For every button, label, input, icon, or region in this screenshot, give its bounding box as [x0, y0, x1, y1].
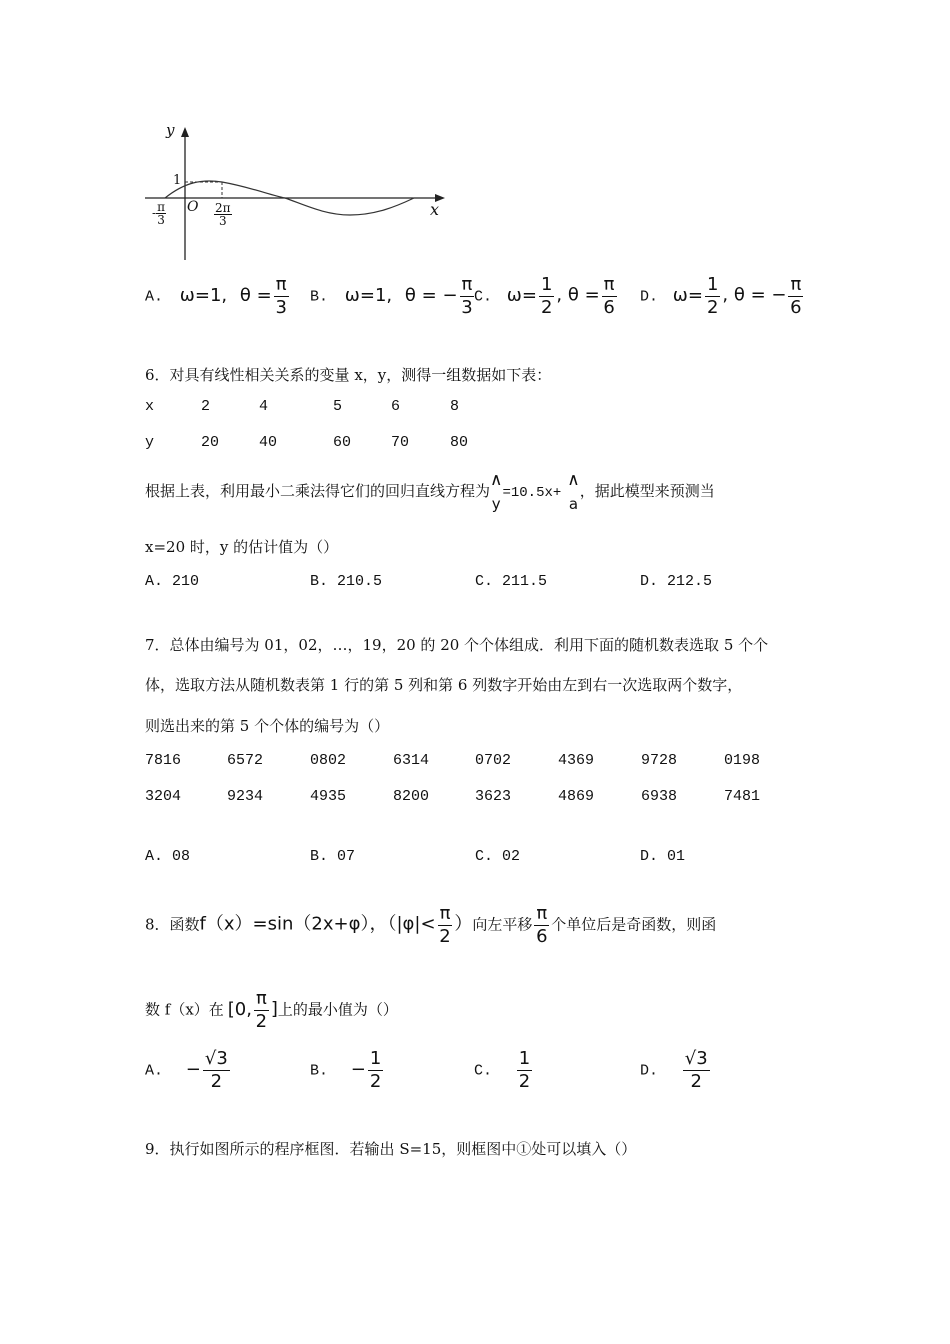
table-cell: 60 [333, 434, 352, 451]
random-number: 4935 [310, 788, 347, 805]
y-axis-arrow [181, 127, 189, 137]
table-cell: 4 [259, 398, 269, 415]
option-b: B. 07 [310, 848, 356, 865]
q8-line1: 8．函数f（x）=sin（2x+φ），（|φ|< $\frac{\pi}{2}$ ）向左平移 $\frac{\pi}{6}$ 个单位后是奇函数，则函 [145, 903, 717, 947]
table-cell: y [145, 434, 155, 451]
q8-option-c: C. $\frac{1}{2}$ [474, 1048, 531, 1092]
q6-line2: x=20 时，y 的估计值为（） [145, 538, 339, 556]
random-number: 6572 [227, 752, 264, 769]
origin-label: O [187, 199, 199, 215]
y-axis-label: y [166, 121, 175, 139]
table-cell: 70 [391, 434, 410, 451]
table-cell: 40 [259, 434, 278, 451]
sine-graph [140, 115, 460, 265]
a-hat: ∧ a [567, 470, 580, 513]
q6-line1: 根据上表，利用最小二乘法得它们的回归直线方程为 ∧ y =10.5x+ ∧ a ，据此模型来预测当 [145, 470, 715, 513]
neg-tick-label: - $\frac{\pi}{3}$ [152, 200, 165, 227]
option-a: A. 08 [145, 848, 191, 865]
option-b: B. 210.5 [310, 573, 383, 590]
option-d: D. 212.5 [640, 573, 713, 590]
random-number: 7816 [145, 752, 182, 769]
q6-stem: 6．对具有线性相关关系的变量 x，y，测得一组数据如下表： [145, 366, 552, 384]
random-number: 6938 [641, 788, 678, 805]
option-d: D. 01 [640, 848, 686, 865]
one-label: 1 [173, 173, 182, 188]
q8-line2: 数 f（x）在 [0, $\frac{\pi}{2}$ ]上的最小值为（） [145, 988, 398, 1032]
random-number: 8200 [393, 788, 430, 805]
y-hat: ∧ y [490, 470, 503, 513]
random-number: 4369 [558, 752, 595, 769]
q5-option-b: B. ω=1, θ = − $\frac{\pi}{3}$ [310, 274, 473, 318]
q9-stem: 9．执行如图所示的程序框图．若输出 S=15，则框图中①处可以填入（） [145, 1140, 637, 1158]
table-cell: 5 [333, 398, 343, 415]
random-number: 0802 [310, 752, 347, 769]
random-number: 9234 [227, 788, 264, 805]
q8-option-a: A. − $\frac{√3}{2}$ [145, 1048, 228, 1092]
pos-tick-label: $\frac{2\pi}{3}$ [215, 201, 231, 228]
table-cell: 8 [450, 398, 460, 415]
table-cell: 2 [201, 398, 211, 415]
q8-option-d: D. $\frac{√3}{2}$ [640, 1048, 708, 1092]
table-cell: 6 [391, 398, 401, 415]
q7-line2: 体，选取方法从随机数表第 1 行的第 5 列和第 6 列数字开始由左到右一次选取两个数字， [145, 676, 743, 694]
random-number: 3204 [145, 788, 182, 805]
q5-option-d: D. ω= $\frac{1}{2}$ , θ = − $\frac{\pi}{6}$ [640, 274, 802, 318]
x-axis-label: x [430, 200, 440, 219]
option-a: A. 210 [145, 573, 200, 590]
random-number: 3623 [475, 788, 512, 805]
table-cell: 80 [450, 434, 469, 451]
random-number: 0198 [724, 752, 761, 769]
q7-line3: 则选出来的第 5 个个体的编号为（） [145, 717, 390, 735]
random-number: 4869 [558, 788, 595, 805]
table-cell: 20 [201, 434, 220, 451]
option-c: C. 211.5 [475, 573, 548, 590]
random-number: 7481 [724, 788, 761, 805]
table-cell: x [145, 398, 155, 415]
q5-option-a: A. ω=1, θ = $\frac{\pi}{3}$ [145, 274, 287, 318]
random-number: 0702 [475, 752, 512, 769]
q5-option-c: C. ω= $\frac{1}{2}$ , θ = $\frac{\pi}{6}$ [474, 274, 615, 318]
q7-line1: 7．总体由编号为 01，02，…，19，20 的 20 个个体组成．利用下面的随机数表选取 5 个个 [145, 636, 769, 654]
random-number: 9728 [641, 752, 678, 769]
random-number: 6314 [393, 752, 430, 769]
q8-option-b: B. − $\frac{1}{2}$ [310, 1048, 382, 1092]
option-c: C. 02 [475, 848, 521, 865]
